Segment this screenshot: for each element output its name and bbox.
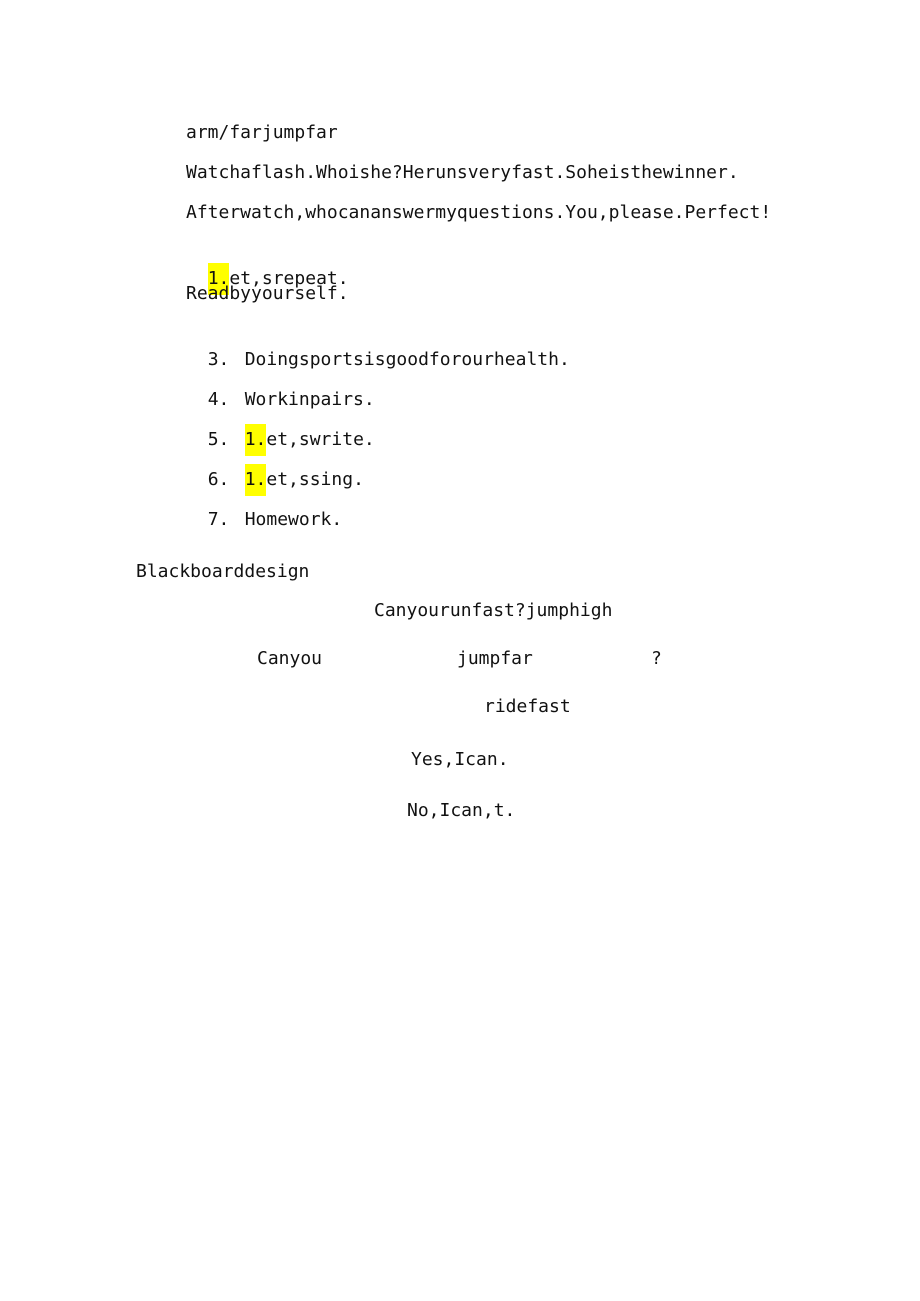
- blackboard-row-left: Canyou: [257, 648, 323, 669]
- list-text: Homework.: [244, 509, 343, 530]
- list-number: 4.: [207, 389, 230, 410]
- section-heading: Blackboarddesign: [136, 561, 310, 582]
- list-text: et,ssing.: [266, 469, 364, 490]
- list-text: Doingsportsisgoodforourhealth.: [244, 349, 570, 370]
- list-number: 6.: [207, 469, 230, 490]
- blackboard-row-middle: jumpfar: [457, 648, 533, 669]
- list-item: [186, 481, 342, 533]
- list-number: 7.: [207, 509, 230, 530]
- blackboard-answer-no: No,Ican,t.: [407, 800, 516, 821]
- highlighted-text: 1.: [245, 464, 267, 496]
- list-text: Workinpairs.: [244, 389, 375, 410]
- blackboard-row: ridefast: [484, 696, 571, 717]
- list-number: 3.: [207, 349, 230, 370]
- highlighted-text: 1.: [208, 263, 230, 295]
- text-line: Readbyyourself.: [186, 283, 349, 304]
- text-line: arm/farjumpfar: [186, 122, 338, 143]
- blackboard-row-right: ?: [651, 648, 662, 669]
- list-text: et,swrite.: [266, 429, 375, 450]
- text-line: Watchaflash.Whoishe?Herunsveryfast.Soheisthewinner.: [186, 162, 739, 183]
- text-line: Afterwatch,whocananswermyquestions.You,please.Perfect!: [186, 202, 772, 223]
- blackboard-row: Canyourunfast?jumphigh: [374, 600, 613, 621]
- list-number: 5.: [207, 429, 230, 450]
- blackboard-answer-yes: Yes,Ican.: [411, 749, 509, 770]
- highlighted-text: 1.: [245, 424, 267, 456]
- text-fragment: et,srepeat.: [229, 268, 349, 289]
